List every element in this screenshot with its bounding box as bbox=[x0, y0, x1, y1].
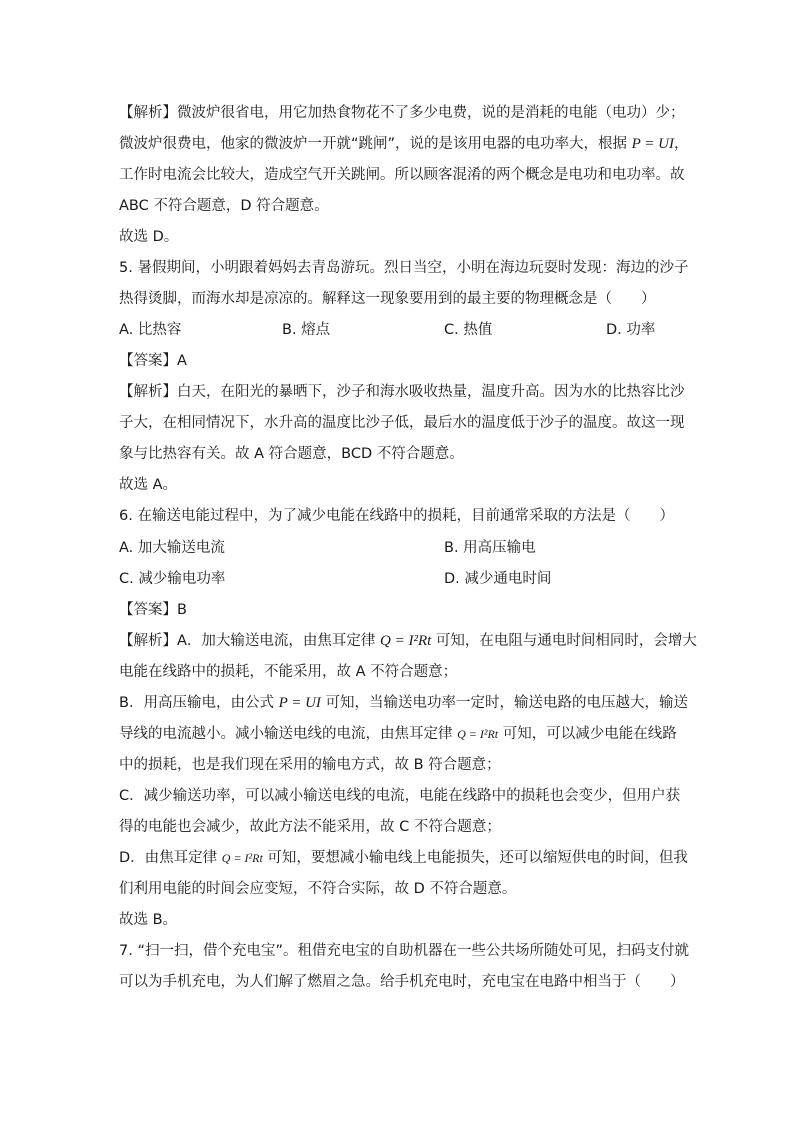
q5-analysis-line-2: 子大，在相同情况下，水升高的温度比沙子低，最后水的温度低于沙子的温度。故这一现 bbox=[119, 415, 685, 431]
q6-analysis-b-line-3: 中的损耗，也是我们现在采用的输电方式，故 B 符合题意； bbox=[119, 757, 501, 773]
q6-option-d: D. 减少通电时间 bbox=[444, 571, 552, 587]
q6-answer: 【答案】B bbox=[119, 602, 187, 618]
q6-analysis-a-line-1: 【解析】A．加大输送电流，由焦耳定律 Q = I²Rt 可知，在电阻与通电时间相同时，会增大 bbox=[119, 633, 697, 649]
analysis-label: 【解析】 bbox=[119, 633, 177, 649]
q6-option-b: B. 用高压输电 bbox=[444, 540, 536, 556]
question-5-line-2: 热得烫脚，而海水却是凉凉的。解释这一现象要用到的最主要的物理概念是（ ） bbox=[119, 291, 656, 307]
q6-option-c: C. 减少输电功率 bbox=[119, 571, 226, 587]
conclusion-q6: 故选 B。 bbox=[119, 912, 178, 928]
q6-analysis-c-line-1: C．减少输送功率，可以减小输送电线的电流，电能在线路中的损耗也会变少，但用户获 bbox=[119, 788, 681, 804]
analysis-q4-line-2: 微波炉很费电，他家的微波炉一开就“跳闸”，说的是该用电器的电功率大，根据 P = UI， bbox=[119, 136, 689, 152]
formula-joule: Q = I²Rt bbox=[221, 851, 263, 865]
conclusion-q5: 故选 A。 bbox=[119, 477, 178, 493]
formula-power: P = UI bbox=[278, 695, 321, 711]
analysis-q4-line-4: ABC 不符合题意，D 符合题意。 bbox=[119, 198, 329, 214]
analysis-label: 【解析】 bbox=[119, 105, 177, 121]
q5-option-a: A. 比热容 bbox=[119, 322, 182, 338]
q6-analysis-d-line-2: 们利用电能的时间会应变短，不符合实际，故 D 不符合题意。 bbox=[119, 881, 517, 897]
formula-power: P = UI bbox=[631, 136, 674, 152]
question-6-line-1: 6. 在输送电能过程中，为了减少电能在线路中的损耗，目前通常采取的方法是（ ） bbox=[119, 508, 674, 524]
q5-answer: 【答案】A bbox=[119, 353, 187, 369]
q6-analysis-a-line-2: 电能在线路中的损耗，不能采用，故 A 不符合题意； bbox=[119, 664, 458, 680]
question-5-line-1: 5. 暑假期间，小明跟着妈妈去青岛游玩。烈日当空，小明在海边玩耍时发现：海边的沙子 bbox=[119, 260, 689, 276]
q5-option-c: C. 热值 bbox=[444, 322, 493, 338]
formula-joule: Q = I²Rt bbox=[380, 633, 432, 649]
conclusion-q4: 故选 D。 bbox=[119, 229, 179, 245]
q6-analysis-b-line-1: B．用高压输电，由公式 P = UI 可知，当输送电功率一定时，输送电路的电压越大，输送 bbox=[119, 695, 689, 711]
q5-analysis-line-1: 【解析】白天，在阳光的暴晒下，沙子和海水吸收热量，温度升高。因为水的比热容比沙 bbox=[119, 384, 685, 400]
q5-analysis-line-3: 象与比热容有关。故 A 符合题意，BCD 不符合题意。 bbox=[119, 446, 464, 462]
q6-analysis-c-line-2: 得的电能也会减少，故此方法不能采用，故 C 不符合题意； bbox=[119, 819, 501, 835]
q5-option-d: D. 功率 bbox=[606, 322, 656, 338]
q5-option-b: B. 熔点 bbox=[282, 322, 331, 338]
analysis-q4-line-1: 【解析】微波炉很省电，用它加热食物花不了多少电费，说的是消耗的电能（电功）少； bbox=[119, 105, 685, 121]
formula-joule: Q = I²Rt bbox=[457, 727, 499, 741]
question-7-line-1: 7. “扫一扫，借个充电宝”。租借充电宝的自助机器在一些公共场所随处可见，扫码支付就 bbox=[119, 943, 689, 959]
q6-analysis-b-line-2: 导线的电流越小。减小输送电线的电流，由焦耳定律 Q = I²Rt 可知，可以减少电能在线路 bbox=[119, 726, 677, 742]
q6-option-a: A. 加大输送电流 bbox=[119, 540, 225, 556]
q6-analysis-d-line-1: D．由焦耳定律 Q = I²Rt 可知，要想减小输电线上电能损失，还可以缩短供电的时间，但我 bbox=[119, 850, 688, 866]
analysis-label: 【解析】 bbox=[119, 384, 177, 400]
question-7-line-2: 可以为手机充电，为人们解了燃眉之急。给手机充电时，充电宝在电路中相当于（ ） bbox=[119, 974, 685, 990]
analysis-q4-line-3: 工作时电流会比较大，造成空气开关跳闸。所以顾客混淆的两个概念是电功和电功率。故 bbox=[119, 167, 685, 183]
